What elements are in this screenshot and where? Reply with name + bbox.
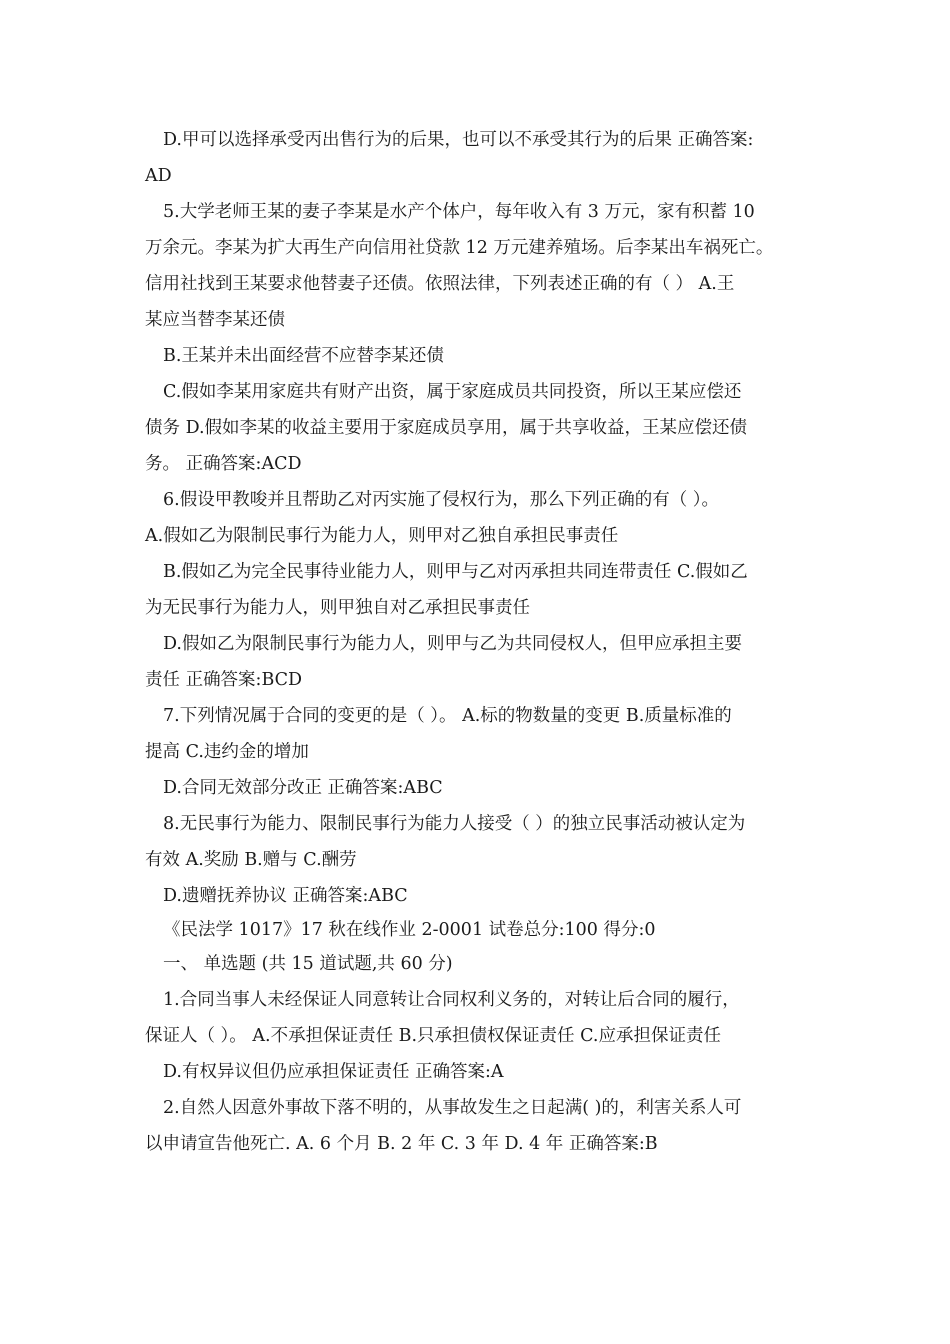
text-line: 8.无民事行为能力、限制民事行为能力人接受（ ）的独立民事活动被认定为 — [163, 814, 746, 834]
text-line: AD — [145, 166, 172, 186]
text-line: 1.合同当事人未经保证人同意转让合同权利义务的，对转让后合同的履行， — [163, 990, 740, 1010]
text-line: D.甲可以选择承受丙出售行为的后果，也可以不承受其行为的后果 正确答案: — [163, 130, 754, 150]
text-line: D.有权异议但仍应承担保证责任 正确答案:A — [163, 1062, 504, 1082]
text-line: 万余元。李某为扩大再生产向信用社贷款 12 万元建养殖场。后李某出车祸死亡。 — [145, 238, 774, 258]
text-line: 有效 A.奖励 B.赠与 C.酬劳 — [145, 850, 357, 870]
text-line: B.假如乙为完全民事待业能力人，则甲与乙对丙承担共同连带责任 C.假如乙 — [163, 562, 748, 582]
text-line: B.王某并未出面经营不应替李某还债 — [163, 346, 444, 366]
text-line: 债务 D.假如李某的收益主要用于家庭成员享用，属于共享收益，王某应偿还债 — [145, 418, 748, 438]
text-line: 保证人（ ）。 A.不承担保证责任 B.只承担债权保证责任 C.应承担保证责任 — [145, 1026, 721, 1046]
exam-title: 《民法学 1017》17 秋在线作业 2-0001 试卷总分:100 得分:0 — [163, 920, 656, 940]
text-line: 信用社找到王某要求他替妻子还债。依照法律，下列表述正确的有（ ） A.王 — [145, 274, 735, 294]
text-line: C.假如李某用家庭共有财产出资，属于家庭成员共同投资，所以王某应偿还 — [163, 382, 742, 402]
text-line: D.假如乙为限制民事行为能力人，则甲与乙为共同侵权人，但甲应承担主要 — [163, 634, 742, 654]
text-line: 提高 C.违约金的增加 — [145, 742, 309, 762]
text-line: 某应当替李某还债 — [145, 310, 285, 330]
text-line: 7.下列情况属于合同的变更的是（ ）。 A.标的物数量的变更 B.质量标准的 — [163, 706, 732, 726]
text-line: 责任 正确答案:BCD — [145, 670, 303, 690]
text-line: 6.假设甲教唆并且帮助乙对丙实施了侵权行为，那么下列正确的有（ ）。 — [163, 490, 720, 510]
text-line: 5.大学老师王某的妻子李某是水产个体户，每年收入有 3 万元，家有积蓄 10 — [163, 202, 755, 222]
text-line: A.假如乙为限制民事行为能力人，则甲对乙独自承担民事责任 — [145, 526, 619, 546]
text-line: D.遗赠抚养协议 正确答案:ABC — [163, 886, 408, 906]
text-line: D.合同无效部分改正 正确答案:ABC — [163, 778, 443, 798]
text-line: 2.自然人因意外事故下落不明的，从事故发生之日起满( )的，利害关系人可 — [163, 1098, 742, 1118]
text-line: 务。 正确答案:ACD — [145, 454, 302, 474]
text-line: 以申请宣告他死亡. A. 6 个月 B. 2 年 C. 3 年 D. 4 年 正确答案:B — [145, 1134, 658, 1154]
section-heading: 一、 单选题 (共 15 道试题,共 60 分) — [163, 954, 453, 974]
text-line: 为无民事行为能力人，则甲独自对乙承担民事责任 — [145, 598, 530, 618]
